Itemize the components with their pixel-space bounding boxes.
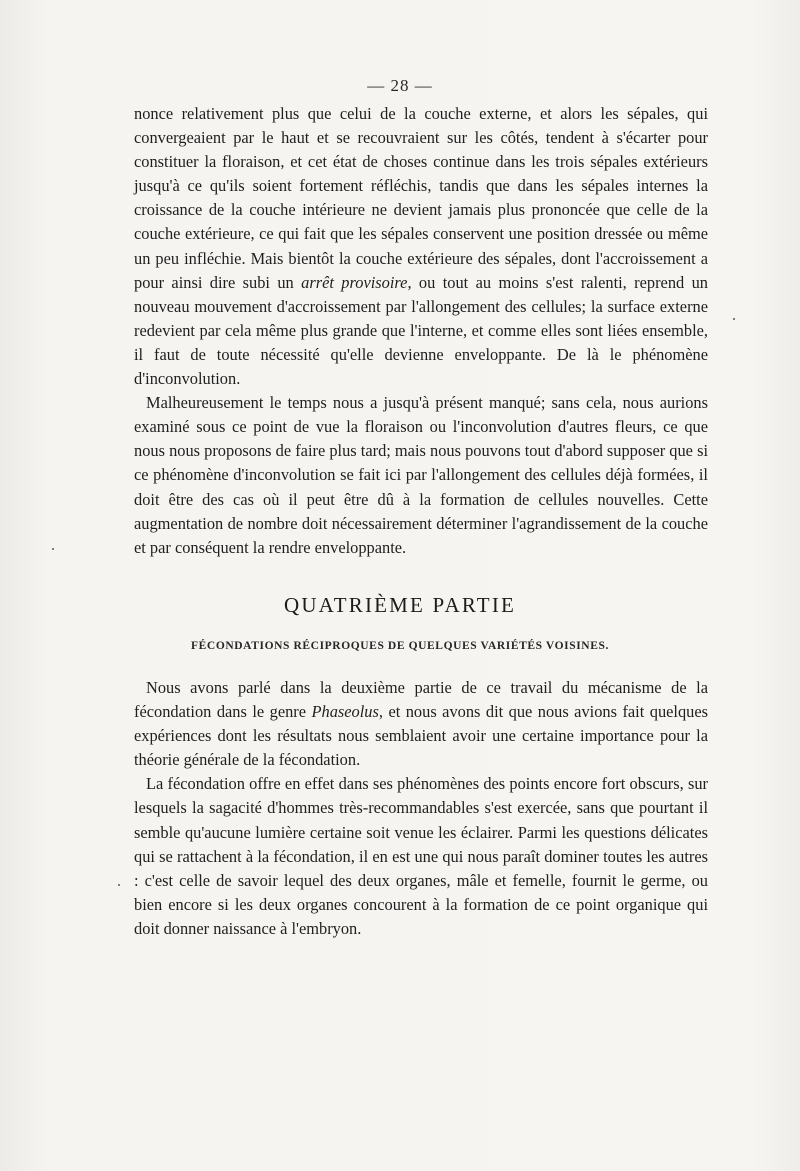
paragraph: La fécondation offre en effet dans ses phénomènes des points encore fort obscurs, sur lesquels la sagacité d'hommes très-recommandables s'est exercée, sans que pourtant il semble qu'aucune lumière certaine soit venue les éclairer. Parmi les questions délicates qui se rattachent à la fécondation, il en est une qui nous paraît dominer toutes les autres : c'est celle de savoir lequel des deux organes, mâle et femelle, fournit le germe, ou bien encore si les deux organes concourent à la formation de ce point organique qui doit donner naissance à l'embryon.: [134, 774, 708, 938]
genus-name: Phaseolus: [311, 702, 379, 722]
text-block-upper: [134, 102, 708, 560]
paragraph-text: , et nous avons dit que nous avions fait quelques expériences dont les résultats nous semblaient avoir une certaine importance pour la théorie générale de la fécondation.: [134, 702, 709, 770]
paragraph-text: nonce relativement plus que celui de la couche externe, et alors les sépales, qui convergeaient par le haut et se recouvraient sur les côtés, tendent à s'écarter pour constituer la floraison, et cet état de choses continue dans les trois sépales extérieurs jusqu'à ce qu'ils soient fortement réfléchis, tandis que dans les sépales internes la croissance de la couche intérieure ne devient jamais plus prononcée que celle de la couche extérieure, ce qui fait que les sépales conservent une position dressée ou même un peu infléchie. Mais bientôt la couche extérieure des sépales, dont l'accroissement a pour ainsi dire subi un: [134, 104, 708, 292]
section-subtitle: FÉCONDATIONS RÉCIPROQUES DE QUELQUES VARIÉTÉS VOISINES.: [191, 640, 609, 652]
section-title: QUATRIÈME PARTIE: [283, 593, 517, 617]
paragraph-text: , ou tout au moins s'est ralenti, reprend un nouveau mouvement d'accroissement par l'allongement des cellules; la surface externe redevient par cela même plus grande que l'interne, et comme elles sont liées ensemble, il faut de toute nécessité qu'elle devienne enveloppante. De là le phénomène d'inconvolution.: [134, 272, 708, 389]
ink-speck: [118, 884, 120, 886]
ink-speck: [733, 318, 735, 320]
page-number: — 28 —: [367, 76, 433, 95]
ink-speck: [52, 548, 54, 550]
paragraph-text: Nous avons parlé dans la deuxième partie de ce travail du mécanisme de la fécondation dans le genre: [134, 678, 708, 722]
paragraph-continued: [134, 102, 708, 391]
paragraph: [134, 676, 708, 772]
emphasis-text: arrêt provisoire: [301, 272, 408, 292]
paragraph: Malheureusement le temps nous a jusqu'à présent manqué; sans cela, nous aurions examiné sous ce point de vue la floraison ou l'inconvolution d'autres fleurs, ce que nous nous proposons de faire plus tard; mais nous pouvons tout d'abord supposer que si ce phénomène d'inconvolution se fait ici par l'allongement des cellules déjà formées, il doit être des cas où il peut être dû à la formation de cellules nouvelles. Cette augmentation de nombre doit nécessairement déterminer l'agrandissement de la couche et par conséquent la rendre enveloppante.: [134, 393, 708, 557]
text-block-lower: [134, 676, 708, 941]
